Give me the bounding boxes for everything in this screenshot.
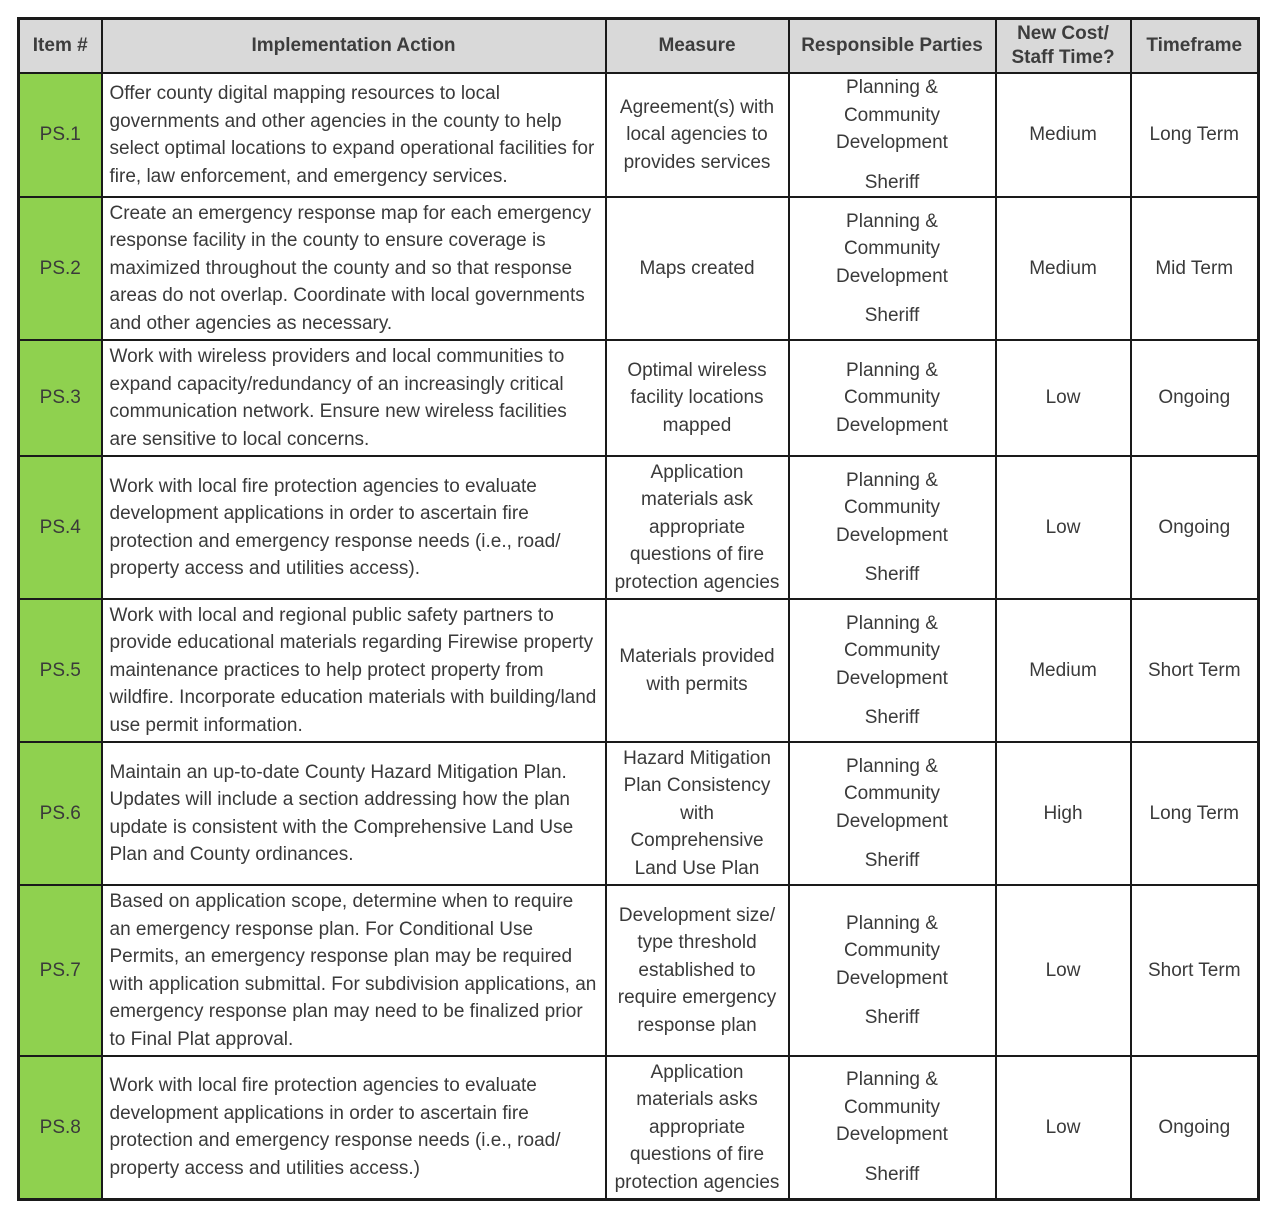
cost-staff-time: High: [996, 742, 1131, 885]
timeframe: Ongoing: [1131, 1056, 1259, 1199]
table-row: [19, 599, 1259, 742]
responsible-party: Sheriff: [864, 564, 920, 585]
responsible-parties: [789, 1056, 996, 1199]
cost-staff-time: Low: [996, 456, 1131, 599]
implementation-action: Maintain an up-to-date County Hazard Mitigation Plan. Updates will include a section addressing how the plan update is consistent with the Comprehensive Land Use Plan and County ordinances.: [102, 742, 606, 885]
responsible-party: Planning & Community Development: [836, 210, 948, 287]
measure: Materials provided with permits: [606, 599, 789, 742]
implementation-action: Offer county digital mapping resources to local governments and other agencies in the county to help select optimal locations to expand operational facilities for fire, law enforcement, and emergency services.: [102, 73, 606, 197]
header-parties: Responsible Parties: [789, 19, 996, 74]
responsible-party: Planning & Community Development: [836, 612, 948, 689]
responsible-party: Sheriff: [864, 171, 920, 193]
responsible-party: Planning & Community Development: [836, 359, 948, 436]
measure: Application materials asks appropriate questions of fire protection agencies: [606, 1056, 789, 1199]
header-measure: Measure: [606, 19, 789, 74]
cost-staff-time: Medium: [996, 73, 1131, 197]
table-row: [19, 340, 1259, 456]
responsible-parties: [789, 197, 996, 340]
implementation-action: Based on application scope, determine when to require an emergency response plan. For Conditional Use Permits, an emergency response plan may be required with application submittal. For subdivision applications, an emergency response plan may need to be finalized prior to Final Plat approval.: [102, 885, 606, 1056]
cost-staff-time: Low: [996, 340, 1131, 456]
table-row: [19, 456, 1259, 599]
header-timeframe: Timeframe: [1131, 19, 1259, 74]
responsible-party: Planning & Community Development: [836, 912, 948, 989]
timeframe: Ongoing: [1131, 340, 1259, 456]
item-number: PS.1: [19, 73, 102, 197]
responsible-party: Sheriff: [864, 1163, 920, 1185]
implementation-table: [17, 17, 1260, 1201]
responsible-parties: [789, 599, 996, 742]
responsible-parties: [789, 742, 996, 885]
timeframe: Short Term: [1131, 599, 1259, 742]
responsible-party: Sheriff: [864, 305, 920, 326]
table-row: [19, 742, 1259, 885]
implementation-action: Create an emergency response map for each emergency response facility in the county to ensure coverage is maximized throughout the county and so that response areas do not overlap. Coordinate with local governments and other agencies as necessary.: [102, 197, 606, 340]
measure: Application materials ask appropriate questions of fire protection agencies: [606, 456, 789, 599]
measure: Optimal wireless facility locations mapped: [606, 340, 789, 456]
responsible-parties: [789, 456, 996, 599]
measure: Development size/ type threshold established to require emergency response plan: [606, 885, 789, 1056]
responsible-party: Planning & Community Development: [836, 755, 948, 832]
table-row: [19, 73, 1259, 197]
timeframe: Ongoing: [1131, 456, 1259, 599]
measure: Hazard Mitigation Plan Consistency with Comprehensive Land Use Plan: [606, 742, 789, 885]
responsible-parties: [789, 885, 996, 1056]
cost-staff-time: Low: [996, 1056, 1131, 1199]
cost-staff-time: Medium: [996, 599, 1131, 742]
item-number: PS.5: [19, 599, 102, 742]
implementation-action: Work with local fire protection agencies to evaluate development applications in order to ascertain fire protection and emergency response needs (i.e., road/ property access and utilities access.): [102, 1056, 606, 1199]
item-number: PS.7: [19, 885, 102, 1056]
responsible-party: Planning & Community Development: [836, 77, 948, 153]
item-number: PS.6: [19, 742, 102, 885]
responsible-party: Planning & Community Development: [836, 1069, 948, 1146]
responsible-party: Sheriff: [864, 1007, 920, 1028]
item-number: PS.8: [19, 1056, 102, 1199]
table-row: [19, 197, 1259, 340]
measure: Maps created: [606, 197, 789, 340]
implementation-action: Work with local fire protection agencies to evaluate development applications in order to ascertain fire protection and emergency response needs (i.e., road/ property access and utilities access).: [102, 456, 606, 599]
cost-staff-time: Low: [996, 885, 1131, 1056]
header-row: [19, 19, 1259, 74]
responsible-parties: [789, 73, 996, 197]
responsible-parties: [789, 340, 996, 456]
responsible-party: Planning & Community Development: [836, 469, 948, 546]
responsible-party: Sheriff: [864, 707, 920, 728]
header-item: Item #: [19, 19, 102, 74]
header-cost: New Cost/ Staff Time?: [996, 19, 1131, 74]
timeframe: Short Term: [1131, 885, 1259, 1056]
item-number: PS.4: [19, 456, 102, 599]
header-action: Implementation Action: [102, 19, 606, 74]
table-row: [19, 885, 1259, 1056]
timeframe: Mid Term: [1131, 197, 1259, 340]
cost-staff-time: Medium: [996, 197, 1131, 340]
responsible-party: Sheriff: [864, 850, 920, 871]
item-number: PS.3: [19, 340, 102, 456]
implementation-action: Work with local and regional public safety partners to provide educational materials regarding Firewise property maintenance practices to help protect property from wildfire. Incorporate education materials with building/land use permit information.: [102, 599, 606, 742]
timeframe: Long Term: [1131, 73, 1259, 197]
item-number: PS.2: [19, 197, 102, 340]
measure: Agreement(s) with local agencies to provides services: [606, 73, 789, 197]
table-row: [19, 1056, 1259, 1199]
implementation-action: Work with wireless providers and local communities to expand capacity/redundancy of an increasingly critical communication network. Ensure new wireless facilities are sensitive to local concerns.: [102, 340, 606, 456]
timeframe: Long Term: [1131, 742, 1259, 885]
